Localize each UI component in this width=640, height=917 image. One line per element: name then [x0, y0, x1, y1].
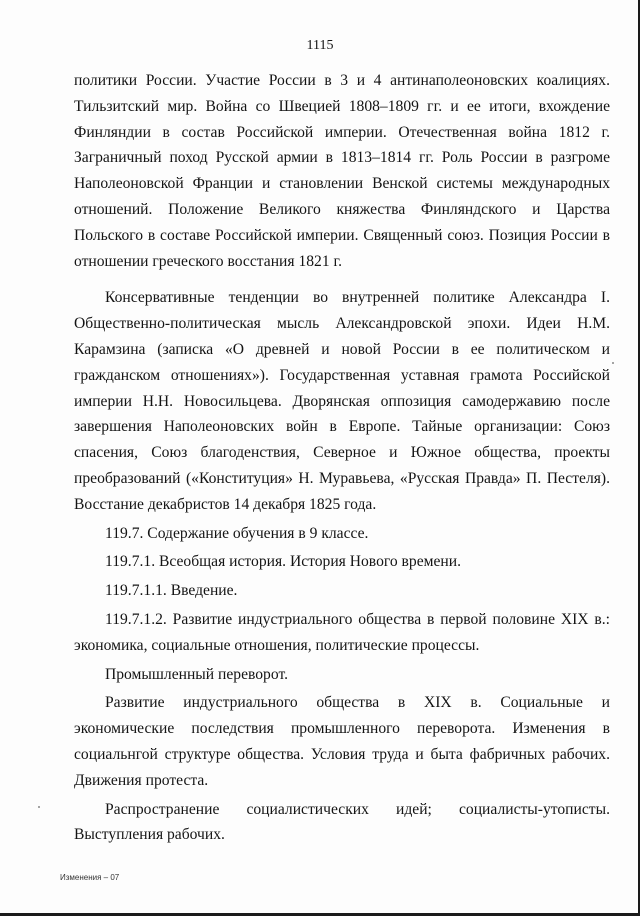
scan-speck — [38, 806, 40, 808]
footer-revision-note: Изменения – 07 — [60, 873, 120, 882]
paragraph-industrial-society: Развитие индустриального общества в XIX в. Социальные и экономические последствия промышленного переворота. Изменения в социальнгой структуре общества. Условия труда и быта фабричных рабочих. Движения протеста. — [74, 694, 610, 789]
paragraph-section-119-7-1-1: 119.7.1.1. Введение. — [105, 582, 238, 600]
paragraph-section-119-7-1: 119.7.1. Всеобщая история. История Нового времени. — [105, 553, 462, 571]
scan-speck — [612, 362, 614, 364]
paragraph-industrial-revolution: Промышленный переворот. — [105, 665, 288, 683]
page-body — [74, 68, 610, 848]
page-number: 1115 — [306, 38, 334, 53]
paragraph-conservative-tendencies: Консервативные тенденции во внутренней политике Александра I. Общественно-политическая мысль Александровской эпохи. Идеи Н.М. Карамзина (записка «О древней и новой России в ее политическом и гражданском отношениях»). Государственная уставная грамота Российской империи Н.Н. Новосильцева. Дворянская оппозиция самодержавию после завершения Наполеоновских войн в Европе. Тайные организации: Союз спасения, Союз благоденствия, Северное и Южное общества, проекты преобразований («Конституция» Н. Муравьева, «Русская Правда» П. Пестеля). Восстание декабристов 14 декабря 1825 года. — [74, 289, 610, 513]
paragraph-section-119-7-1-2: 119.7.1.2. Развитие индустриального общества в первой половине XIX в.: экономика, социальные отношения, политические процессы. — [74, 610, 610, 654]
paragraph-foreign-policy: политики России. Участие России в 3 и 4 антинаполеоновских коалициях. Тильзитский мир. Война со Швецией 1808–1809 гг. и ее итоги, вхождение Финляндии в состав Российской империи. Отечественная война 1812 г. Заграничный поход Русской армии в 1813–1814 гг. Роль России в разгроме Наполеоновской Франции и становлении Венской системы международных отношений. Положение Великого княжества Финляндского и Царства Польского в составе Российской империи. Священный союз. Позиция России в отношении греческого восстания 1821 г. — [74, 72, 610, 270]
paragraph-socialist-ideas: Распространение социалистических идей; социалисты-утописты. Выступления рабочих. — [74, 800, 610, 844]
paragraph-section-119-7: 119.7. Содержание обучения в 9 классе. — [105, 524, 369, 542]
